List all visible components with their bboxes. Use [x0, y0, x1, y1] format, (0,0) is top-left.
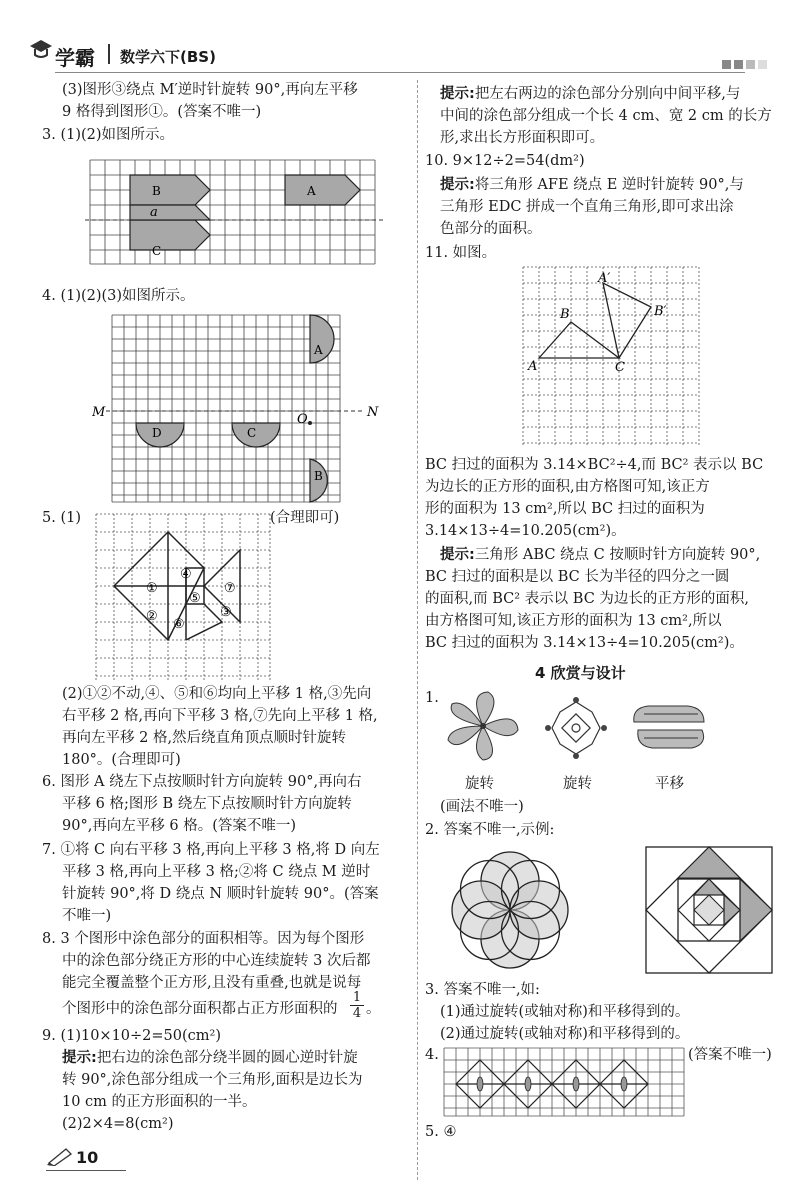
q11-ans-line2: 为边长的正方形的面积,由方格图可知,该正方	[425, 479, 710, 495]
header-square	[734, 60, 743, 69]
header-square	[722, 60, 731, 69]
tip3-line5: BC 扫过的面积为 3.14×13÷4=10.205(cm²)。	[425, 635, 744, 651]
tip3-line2: BC 扫过的面积是以 BC 长为半径的四分之一圆	[425, 569, 730, 585]
q2-3-line1: (3)图形③绕点 M′逆时针旋转 90°,再向左平移	[62, 82, 358, 98]
q9-tip-text1: 把右边的涂色部分绕半圆的圆心逆时针旋	[96, 1050, 358, 1066]
tip1-line3: 形,求出长方形面积即可。	[440, 130, 605, 146]
q4-label-B: B	[314, 469, 323, 483]
s2-text: 2. 答案不唯一,示例:	[425, 822, 555, 838]
q5-2-line3: 再向左平移 2 格,然后绕直角顶点顺时针旋转	[62, 730, 347, 746]
s1-caption-3: 平移	[655, 776, 684, 792]
s1-caption-1: 旋转	[465, 776, 494, 792]
s5-text: 5. ④	[425, 1124, 457, 1140]
q11-ans-line4: 3.14×13÷4=10.205(cm²)。	[425, 523, 626, 539]
q8-frac-num: 1	[352, 990, 362, 1005]
q9-tip-label: 提示:	[62, 1050, 97, 1066]
q11-label-B: B	[560, 307, 570, 322]
s3-2: (2)通过旋转(或轴对称)和平移得到的。	[440, 1026, 690, 1042]
q6-line1: 6. 图形 A 绕左下点按顺时针方向旋转 90°,再向右	[42, 774, 362, 790]
q4-label-A: A	[314, 343, 323, 357]
q8-line2: 中的涂色部分绕正方形的中心连续旋转 3 次后都	[62, 953, 371, 969]
bauhinia-pattern-icon	[438, 688, 528, 768]
q9-tip-line3: 10 cm 的正方形面积的一半。	[62, 1094, 257, 1110]
q6-line2: 平移 6 格;图形 B 绕左下点按顺时针方向旋转	[62, 796, 352, 812]
q4-label-M: M	[92, 405, 106, 420]
q5-label-6: ⑥	[173, 617, 185, 632]
tip2-line3: 色部分的面积。	[440, 221, 542, 237]
tip1-line2: 中间的涂色部分组成一个长 4 cm、宽 2 cm 的长方	[440, 108, 772, 124]
q10-text: 10. 9×12÷2=54(dm²)	[425, 153, 585, 169]
tip2-label: 提示:	[440, 177, 475, 193]
footer-rule	[46, 1170, 126, 1171]
q5-2-line2: 右平移 2 格,再向下平移 3 格,⑦先向上平移 1 格,	[62, 708, 378, 724]
tip3-text1: 三角形 ABC 绕点 C 按顺时针方向旋转 90°,	[474, 547, 761, 563]
q3-grid-figure	[85, 158, 405, 266]
q5-fish-figure	[94, 512, 274, 682]
q7-line3: 针旋转 90°,将 D 绕点 N 顺时针旋转 90°。(答案	[62, 886, 379, 902]
q11-grid-figure	[518, 262, 718, 452]
pencil-icon	[46, 1146, 74, 1170]
q4-label-C: C	[247, 426, 257, 440]
s1-caption-2: 旋转	[563, 776, 592, 792]
q9-tip-line2: 转 90°,涂色部分组成一个三角形,面积是边长为	[62, 1072, 363, 1088]
tip1-line1	[440, 84, 740, 105]
s1-note: (画法不唯一)	[440, 799, 524, 815]
q5-2-line1: (2)①②不动,④、⑤和⑥均向上平移 1 格,③先向	[62, 686, 372, 702]
q7-line4: 不唯一)	[62, 908, 112, 924]
q5-num: 5. (1)	[42, 510, 81, 526]
tip1-label: 提示:	[440, 86, 475, 102]
turtle-pattern-icon	[544, 696, 608, 760]
q5-label-7: ⑦	[224, 581, 236, 596]
q8-line4: 个图形中的涂色部分面积都占正方形面积的	[62, 1001, 338, 1017]
q5-label-5: ⑤	[189, 591, 201, 606]
q5-label-3: ③	[220, 605, 232, 620]
q4-grid-figure	[92, 312, 412, 506]
header-divider	[108, 44, 110, 64]
tip3-line3: 的面积,而 BC² 表示以 BC 为边长的正方形的面积,	[425, 591, 750, 607]
q11-label-Aprime: A′	[598, 271, 611, 286]
circle-flower-figure	[445, 845, 575, 975]
q6-line3: 90°,再向左平移 6 格。(答案不唯一)	[62, 818, 297, 834]
s1-num: 1.	[425, 690, 439, 706]
q8-fraction	[350, 990, 364, 1021]
column-divider	[417, 80, 418, 1180]
header-square	[758, 60, 767, 69]
q3-label-B-pos: B	[152, 184, 161, 198]
q5-note: (合理即可)	[270, 510, 340, 526]
s4-note: (答案不唯一)	[688, 1047, 772, 1063]
page-number: 10	[76, 1148, 99, 1167]
q5-label-4: ④	[180, 567, 192, 582]
q4-text: 4. (1)(2)(3)如图所示。	[42, 288, 195, 304]
q11-ans-line1: BC 扫过的面积为 3.14×BC²÷4,而 BC² 表示以 BC	[425, 457, 764, 473]
q11-ans-line3: 形的面积为 13 cm²,所以 BC 扫过的面积为	[425, 501, 705, 517]
q7-line2: 平移 3 格,再向上平移 3 格;②将 C 绕点 M 逆时	[62, 864, 371, 880]
chain-pattern-icon	[628, 700, 710, 756]
tip3-line4: 由方格图可知,该正方形的面积为 13 cm²,所以	[425, 613, 722, 629]
tip1-text1: 把左右两边的涂色部分分别向中间平移,与	[474, 86, 741, 102]
q8-end: 。	[366, 1001, 381, 1017]
nested-squares-figure	[644, 845, 774, 975]
section-title: 4 欣赏与设计	[535, 664, 626, 682]
tip3-line1	[440, 545, 760, 566]
q9-1: 9. (1)10×10÷2=50(cm²)	[42, 1028, 222, 1044]
q5-2-line4: 180°。(合理即可)	[62, 752, 181, 768]
s4-num: 4.	[425, 1047, 439, 1063]
header-subject: 数学六下(BS)	[120, 48, 216, 66]
q5-label-2: ②	[146, 609, 158, 624]
q9-2: (2)2×4=8(cm²)	[62, 1116, 174, 1132]
tip2-text1: 将三角形 AFE 绕点 E 逆时针旋转 90°,与	[474, 177, 744, 193]
q11-label-Bprime: B′	[654, 304, 667, 319]
book-logo-icon	[28, 36, 54, 66]
q4-label-N: N	[367, 405, 379, 420]
q11-label-C: C	[615, 360, 625, 375]
q9-tip-line1	[62, 1048, 358, 1069]
q8-line1: 8. 3 个图形中涂色部分的面积相等。因为每个图形	[42, 931, 365, 947]
q3-text: 3. (1)(2)如图所示。	[42, 127, 175, 143]
q4-label-D: D	[152, 426, 162, 440]
s3-1: (1)通过旋转(或轴对称)和平移得到的。	[440, 1004, 690, 1020]
q7-line1: 7. ①将 C 向右平移 3 格,再向上平移 3 格,将 D 向左	[42, 842, 380, 858]
q8-line3: 能完全覆盖整个正方形,且没有重叠,也就是说每	[62, 975, 362, 991]
tip2-line1	[440, 175, 744, 196]
tip2-line2: 三角形 EDC 拼成一个直角三角形,即可求出涂	[440, 199, 734, 215]
header-logo: 学霸	[55, 46, 95, 70]
header-square	[746, 60, 755, 69]
q5-label-1: ①	[146, 581, 158, 596]
header-rule	[55, 72, 745, 73]
q11-label-A: A	[528, 359, 538, 374]
q3-label-A: A	[307, 184, 316, 198]
q11-text: 11. 如图。	[425, 245, 497, 261]
q3-label-C: C	[152, 244, 162, 258]
q8-frac-den: 4	[350, 1005, 364, 1021]
q3-label-a: a	[150, 205, 158, 220]
q4-label-O: O	[297, 412, 308, 427]
tip3-label: 提示:	[440, 547, 475, 563]
frieze-pattern-figure	[442, 1046, 688, 1118]
q2-3-line2: 9 格得到图形①。(答案不唯一)	[62, 104, 262, 120]
s3-text: 3. 答案不唯一,如:	[425, 982, 540, 998]
